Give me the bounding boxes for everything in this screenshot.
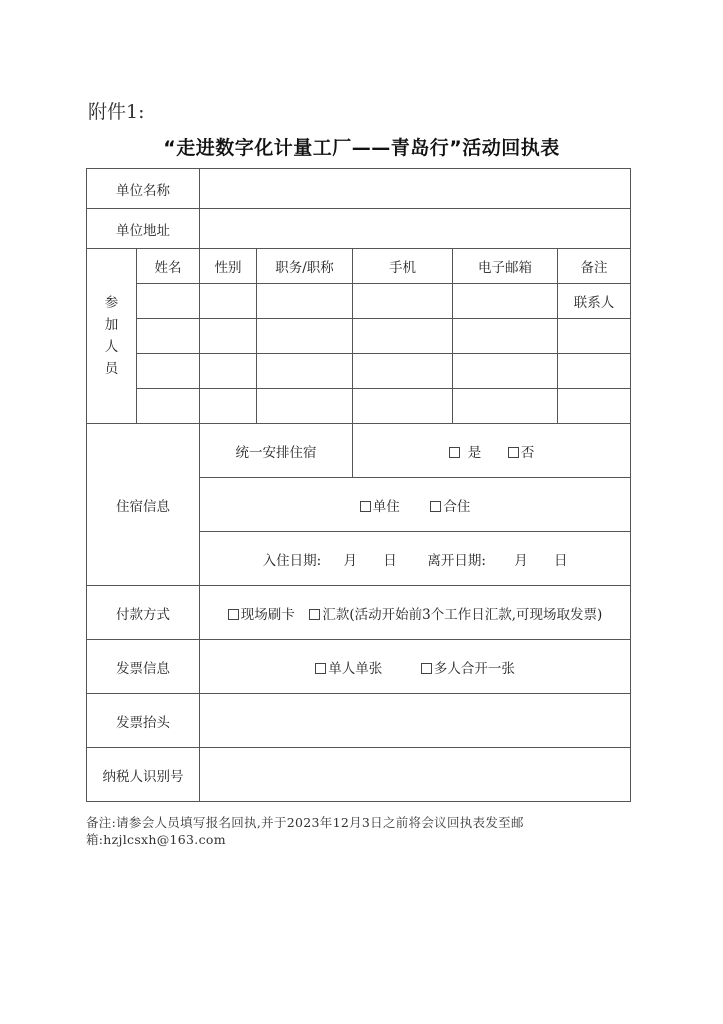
checkin-month: 月: [343, 552, 357, 569]
participant-cell[interactable]: [353, 389, 453, 424]
single-invoice-label: 单人单张: [328, 660, 383, 677]
participant-cell[interactable]: [137, 284, 200, 319]
header-name: 姓名: [137, 249, 200, 284]
checkin-label: 入住日期:: [262, 552, 322, 569]
header-phone: 手机: [353, 249, 453, 284]
unified-lodging-label: 统一安排住宿: [200, 424, 353, 478]
participant-cell[interactable]: [453, 354, 558, 389]
unit-address-label: 单位地址: [87, 209, 200, 249]
checkin-day: 日: [383, 552, 397, 569]
transfer-payment-checkbox[interactable]: [309, 609, 320, 620]
unit-name-input[interactable]: [200, 169, 631, 209]
participant-cell[interactable]: [257, 319, 353, 354]
footnote: 备注:请参会人员填写报名回执,并于2023年12月3日之前将会议回执表发至邮箱:hzjlcsxh@163.com: [86, 815, 524, 847]
yes-label: 是: [467, 444, 482, 461]
taxpayer-id-label: 纳税人识别号: [87, 748, 200, 802]
checkout-label: 离开日期:: [427, 552, 486, 569]
header-gender: 性别: [200, 249, 257, 284]
participants-group-label: 参 加 人 员: [87, 249, 137, 424]
invoice-options: [200, 640, 631, 694]
participant-cell[interactable]: [353, 319, 453, 354]
invoice-title-input[interactable]: [200, 694, 631, 748]
single-room-checkbox[interactable]: [360, 501, 371, 512]
participant-cell[interactable]: [257, 389, 353, 424]
participant-cell[interactable]: [137, 389, 200, 424]
single-invoice-checkbox[interactable]: [315, 663, 326, 674]
registration-form-table: [86, 168, 631, 802]
no-label: 否: [520, 444, 535, 461]
participant-cell[interactable]: [453, 319, 558, 354]
lodging-label: 住宿信息: [87, 424, 200, 586]
participant-cell[interactable]: [137, 354, 200, 389]
participant-cell[interactable]: [200, 284, 257, 319]
header-title: 职务/职称: [257, 249, 353, 284]
participant-cell[interactable]: [257, 354, 353, 389]
participant-cell[interactable]: [558, 389, 631, 424]
taxpayer-id-input[interactable]: [200, 748, 631, 802]
header-email: 电子邮箱: [453, 249, 558, 284]
participant-cell[interactable]: [200, 319, 257, 354]
onsite-payment-label: 现场刷卡: [240, 606, 295, 623]
participant-cell[interactable]: [200, 389, 257, 424]
participant-cell[interactable]: [453, 284, 558, 319]
checkout-month: 月: [514, 552, 528, 569]
single-room-label: 单住: [372, 498, 400, 515]
transfer-payment-label: 汇款(活动开始前3个工作日汇款,可现场取发票): [322, 606, 603, 623]
shared-room-label: 合住: [443, 498, 471, 515]
header-remarks: 备注: [558, 249, 631, 284]
checkout-day: 日: [553, 552, 568, 569]
unit-name-label: 单位名称: [87, 169, 200, 209]
yes-checkbox[interactable]: [449, 447, 460, 458]
attachment-label: 附件1:: [88, 101, 145, 123]
stay-dates[interactable]: [200, 532, 631, 586]
shared-room-checkbox[interactable]: [430, 501, 441, 512]
participant-cell[interactable]: [558, 319, 631, 354]
payment-options: [200, 586, 631, 640]
onsite-payment-checkbox[interactable]: [228, 609, 239, 620]
combined-invoice-checkbox[interactable]: [421, 663, 432, 674]
participant-cell[interactable]: [200, 354, 257, 389]
invoice-title-label: 发票抬头: [87, 694, 200, 748]
participant-cell[interactable]: [257, 284, 353, 319]
payment-label: 付款方式: [87, 586, 200, 640]
unified-lodging-options: [353, 424, 631, 478]
form-title: “走进数字化计量工厂——青岛行”活动回执表: [163, 137, 560, 159]
participant-cell[interactable]: [558, 354, 631, 389]
participant-cell[interactable]: [453, 389, 558, 424]
participant-cell[interactable]: [353, 354, 453, 389]
contact-person-note: 联系人: [558, 284, 631, 319]
unit-address-input[interactable]: [200, 209, 631, 249]
combined-invoice-label: 多人合开一张: [433, 660, 515, 677]
participant-cell[interactable]: [137, 319, 200, 354]
no-checkbox[interactable]: [508, 447, 519, 458]
room-type-options: [200, 478, 631, 532]
invoice-info-label: 发票信息: [87, 640, 200, 694]
participant-cell[interactable]: [353, 284, 453, 319]
